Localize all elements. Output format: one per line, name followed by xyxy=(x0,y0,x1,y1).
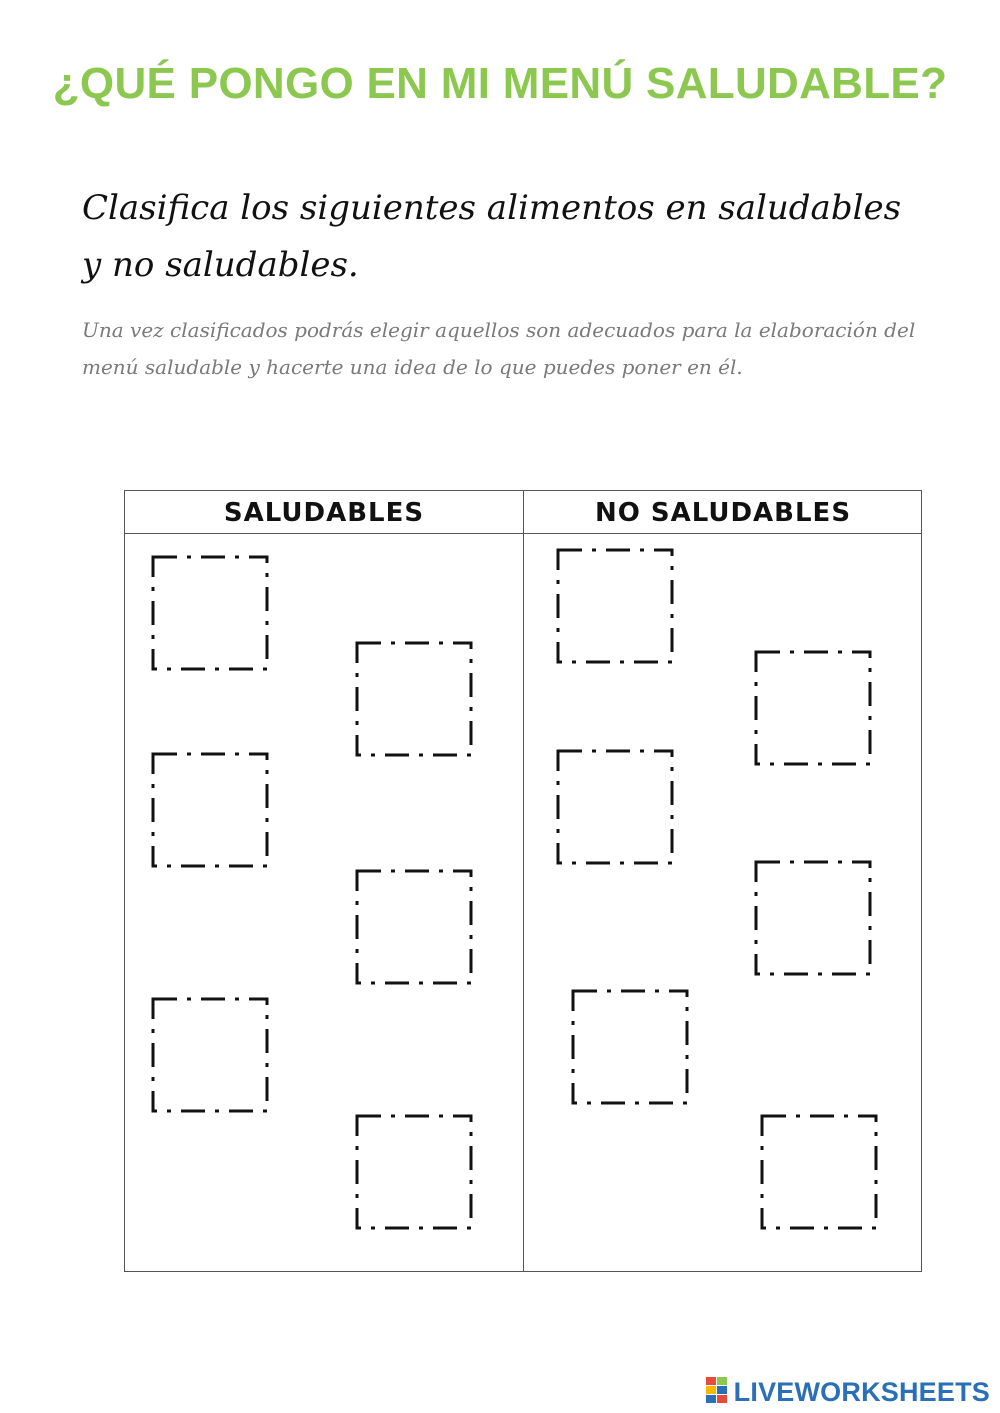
classification-table xyxy=(124,490,922,1272)
drop-zone-no-saludables-4[interactable] xyxy=(754,860,872,976)
drop-zone-saludables-5[interactable] xyxy=(151,997,269,1113)
instruction-note: Una vez clasificados podrás elegir aquellos son adecuados para la elaboración del menú saludable y hacerte una idea de lo que puedes poner en él. xyxy=(82,318,916,379)
instruction-line-2: y no saludables. xyxy=(82,245,359,285)
column-divider xyxy=(523,491,524,1271)
instruction-text xyxy=(82,180,962,294)
drop-zone-no-saludables-2[interactable] xyxy=(754,650,872,766)
drop-zone-saludables-4[interactable] xyxy=(355,869,473,985)
drop-zone-no-saludables-1[interactable] xyxy=(556,548,674,664)
brand-name: LIVEWORKSHEETS xyxy=(733,1376,990,1407)
column-header-saludables: SALUDABLES xyxy=(223,498,425,528)
drop-zone-saludables-2[interactable] xyxy=(355,641,473,757)
column-header-no-saludables: NO SALUDABLES xyxy=(594,498,852,528)
drop-zone-no-saludables-5[interactable] xyxy=(571,989,689,1105)
drop-zone-no-saludables-3[interactable] xyxy=(556,749,674,865)
header-divider xyxy=(125,533,921,534)
liveworksheets-logo-icon xyxy=(706,1377,728,1407)
drop-zone-saludables-1[interactable] xyxy=(151,555,269,671)
drop-zone-saludables-3[interactable] xyxy=(151,752,269,868)
drop-zone-saludables-6[interactable] xyxy=(355,1114,473,1230)
page-title: ¿QUÉ PONGO EN MI MENÚ SALUDABLE? xyxy=(52,59,948,108)
instruction-line-1: Clasifica los siguientes alimentos en saludables xyxy=(82,188,902,228)
drop-zone-no-saludables-6[interactable] xyxy=(760,1114,878,1230)
footer-brand xyxy=(706,1375,990,1409)
